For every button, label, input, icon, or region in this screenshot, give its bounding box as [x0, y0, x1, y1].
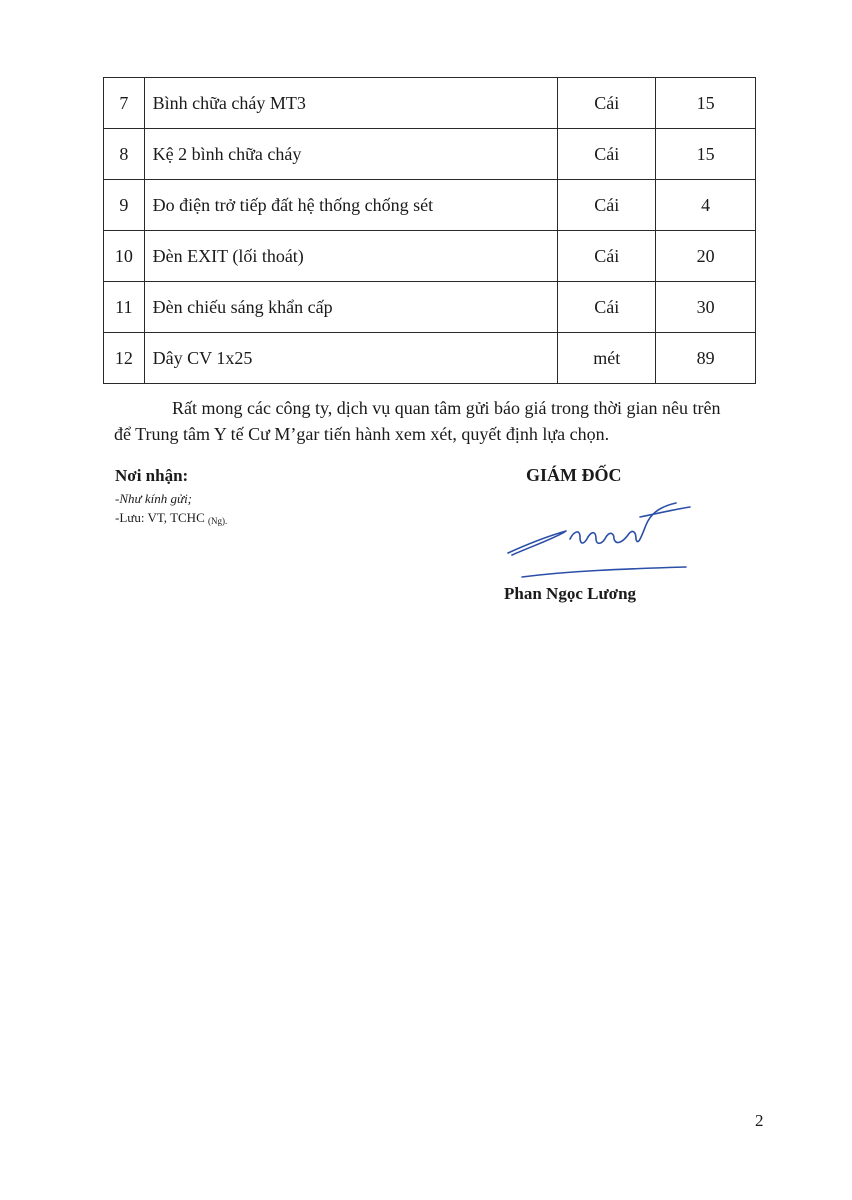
row-number: 8: [104, 129, 145, 180]
table-row: [104, 78, 756, 129]
signature-image: [500, 495, 700, 585]
item-quantity: 89: [656, 333, 756, 384]
item-name: Bình chữa cháy MT3: [144, 78, 558, 129]
item-quantity: 15: [656, 129, 756, 180]
item-quantity: 4: [656, 180, 756, 231]
closing-line-1: Rất mong các công ty, dịch vụ quan tâm gửi báo giá trong thời gian nêu trên: [172, 398, 721, 418]
item-unit: Cái: [558, 282, 656, 333]
item-name: Đèn chiếu sáng khẩn cấp: [144, 282, 558, 333]
item-unit: mét: [558, 333, 656, 384]
table-row: [104, 282, 756, 333]
item-quantity: 30: [656, 282, 756, 333]
table-row: [104, 333, 756, 384]
closing-line-2: để Trung tâm Y tế Cư M’gar tiến hành xem xét, quyết định lựa chọn.: [114, 424, 610, 444]
table-row: [104, 180, 756, 231]
recipients-heading: Nơi nhận:: [115, 466, 189, 485]
item-unit: Cái: [558, 180, 656, 231]
item-unit: Cái: [558, 78, 656, 129]
item-name: Đèn EXIT (lối thoát): [144, 231, 558, 282]
signer-name: Phan Ngọc Lương: [504, 584, 637, 603]
row-number: 7: [104, 78, 145, 129]
recipient-item: [115, 508, 227, 531]
item-quantity: 15: [656, 78, 756, 129]
recipients-block: [115, 466, 227, 531]
page-number: 2: [755, 1111, 764, 1130]
closing-paragraph: [114, 395, 774, 447]
item-name: Đo điện trở tiếp đất hệ thống chống sét: [144, 180, 558, 231]
recipient-item-suffix: (Ng).: [208, 516, 228, 526]
row-number: 9: [104, 180, 145, 231]
recipient-item-text: -Lưu: VT, TCHC: [115, 510, 205, 525]
item-name: Kệ 2 bình chữa cháy: [144, 129, 558, 180]
table-row: [104, 129, 756, 180]
item-quantity: 20: [656, 231, 756, 282]
signer-title: GIÁM ĐỐC: [526, 465, 622, 485]
item-unit: Cái: [558, 231, 656, 282]
item-name: Dây CV 1x25: [144, 333, 558, 384]
row-number: 10: [104, 231, 145, 282]
table-row: [104, 231, 756, 282]
item-unit: Cái: [558, 129, 656, 180]
recipient-item: -Như kính gửi;: [115, 491, 193, 506]
row-number: 12: [104, 333, 145, 384]
items-table: [103, 77, 756, 384]
row-number: 11: [104, 282, 145, 333]
